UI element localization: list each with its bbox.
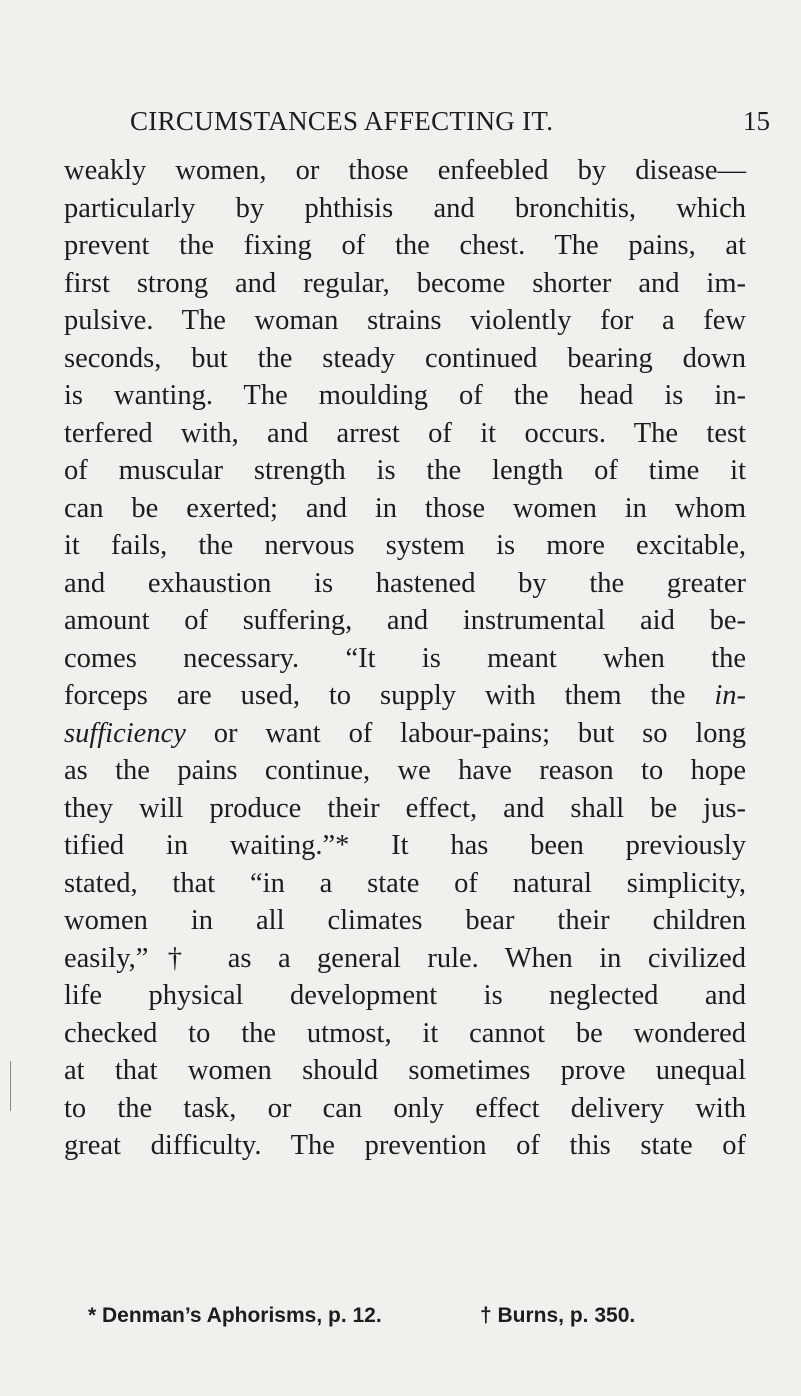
text-line: particularly by phthisis and bronchitis, which xyxy=(64,192,746,224)
text-line-with-italic xyxy=(64,715,746,753)
italic-word: sufficiency xyxy=(64,717,186,749)
running-head: CIRCUMSTANCES AFFECTING IT. xyxy=(130,106,554,136)
text-line: they will produce their effect, and shall be jus- xyxy=(64,792,746,824)
text-run: or want of labour-pains; but so long xyxy=(185,717,746,749)
text-line: life physical development is neglected and xyxy=(64,980,746,1011)
text-line: it fails, the nervous system is more excitable, xyxy=(64,530,746,561)
page-header xyxy=(130,106,770,142)
text-line: as the pains continue, we have reason to hope xyxy=(64,755,746,786)
text-line: comes necessary. “It is meant when the xyxy=(64,642,746,674)
body-text xyxy=(64,152,746,1165)
text-run: forceps are used, to supply with them the xyxy=(64,680,715,711)
text-line: prevent the fixing of the chest. The pains, at xyxy=(64,230,746,261)
text-line: is wanting. The moulding of the head is in- xyxy=(64,380,746,411)
text-line: seconds, but the steady continued bearing down xyxy=(64,342,746,374)
margin-scan-mark xyxy=(10,1061,11,1111)
text-line: tified in waiting.”* It has been previously xyxy=(64,830,746,861)
text-line: first strong and regular, become shorter and im- xyxy=(64,267,746,299)
text-line: can be exerted; and in those women in whom xyxy=(64,492,746,524)
text-line: checked to the utmost, it cannot be wondered xyxy=(64,1017,746,1049)
text-line: stated, that “in a state of natural simplicity, xyxy=(64,867,746,899)
text-line: amount of suffering, and instrumental aid be- xyxy=(64,605,746,636)
text-line: to the task, or can only effect delivery with xyxy=(64,1092,746,1124)
footnote-burns: † Burns, p. 350. xyxy=(480,1304,636,1327)
text-line: women in all climates bear their children xyxy=(64,905,746,936)
page-number: 15 xyxy=(743,106,770,136)
text-line: of muscular strength is the length of time it xyxy=(64,455,746,486)
text-line: at that women should sometimes prove unequal xyxy=(64,1055,746,1086)
footnotes xyxy=(88,1304,748,1334)
text-line-with-italic xyxy=(64,677,746,715)
text-line: easily,”† as a general rule. When in civilized xyxy=(64,942,746,974)
text-line: pulsive. The woman strains violently for a few xyxy=(64,305,746,336)
text-line: weakly women, or those enfeebled by disease— xyxy=(64,155,746,186)
text-line: great difficulty. The prevention of this state of xyxy=(64,1130,746,1161)
italic-word: in- xyxy=(714,680,746,711)
text-line: and exhaustion is hastened by the greater xyxy=(64,567,746,599)
footnote-denman: * Denman’s Aphorisms, p. 12. xyxy=(88,1304,382,1327)
text-line: terfered with, and arrest of it occurs. The test xyxy=(64,417,746,449)
